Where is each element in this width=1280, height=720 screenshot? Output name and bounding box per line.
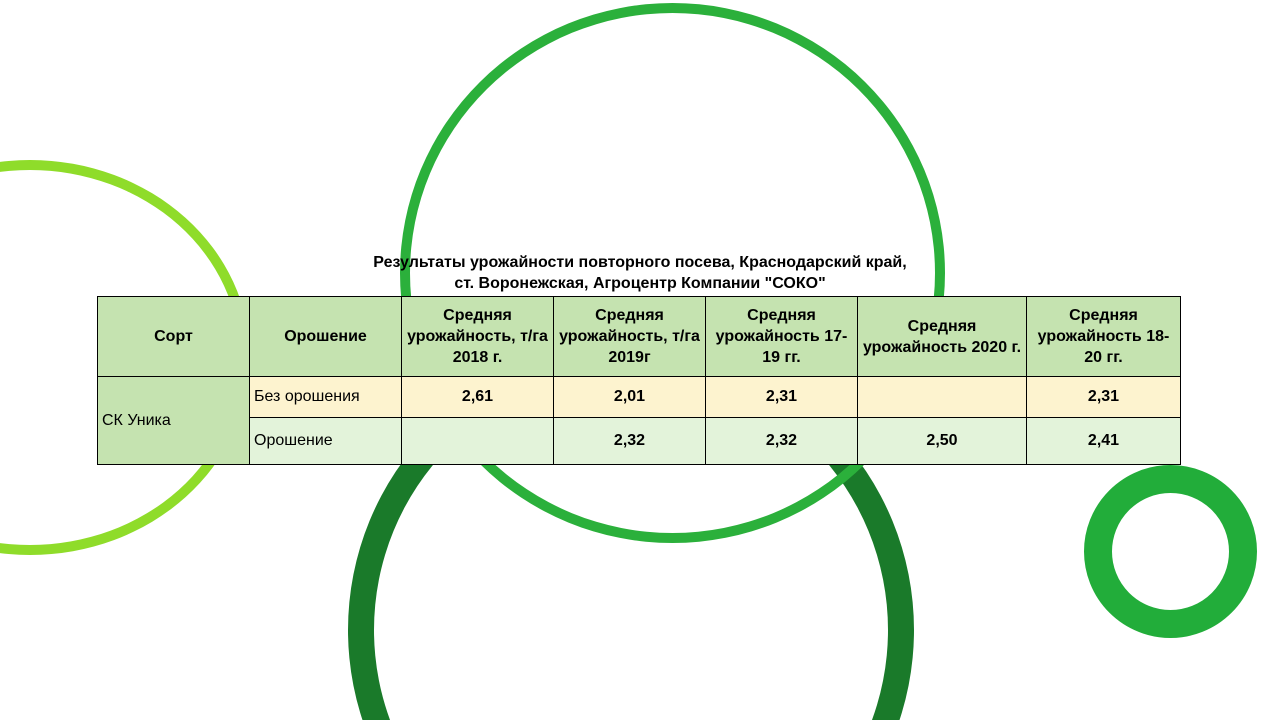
value-cell bbox=[402, 418, 554, 465]
header-variety: Сорт bbox=[98, 297, 250, 377]
irrigation-cell: Орошение bbox=[250, 418, 402, 465]
table-row bbox=[98, 418, 1181, 465]
table-header-row bbox=[98, 297, 1181, 377]
value-cell: 2,31 bbox=[706, 377, 858, 418]
header-yield-17-19: Средняя урожайность 17-19 гг. bbox=[706, 297, 858, 377]
value-cell: 2,50 bbox=[858, 418, 1027, 465]
variety-cell: СК Уника bbox=[98, 377, 250, 465]
value-cell: 2,31 bbox=[1027, 377, 1181, 418]
value-cell: 2,32 bbox=[554, 418, 706, 465]
irrigation-cell: Без орошения bbox=[250, 377, 402, 418]
yield-results-table bbox=[97, 296, 1181, 465]
title-line-1: Результаты урожайности повторного посева, Краснодарский край, bbox=[373, 254, 907, 271]
table-row bbox=[98, 377, 1181, 418]
value-cell bbox=[858, 377, 1027, 418]
header-irrigation: Орошение bbox=[250, 297, 402, 377]
header-yield-18-20: Средняя урожайность 18-20 гг. bbox=[1027, 297, 1181, 377]
decorative-ring-right bbox=[1084, 465, 1257, 638]
value-cell: 2,32 bbox=[706, 418, 858, 465]
header-yield-2019: Средняя урожайность, т/га 2019г bbox=[554, 297, 706, 377]
value-cell: 2,01 bbox=[554, 377, 706, 418]
title-line-2: ст. Воронежская, Агроцентр Компании "СОКО" bbox=[454, 275, 826, 292]
value-cell: 2,61 bbox=[402, 377, 554, 418]
header-yield-2018: Средняя урожайность, т/га 2018 г. bbox=[402, 297, 554, 377]
header-yield-2020: Средняя урожайность 2020 г. bbox=[858, 297, 1027, 377]
value-cell: 2,41 bbox=[1027, 418, 1181, 465]
slide-title bbox=[200, 252, 1080, 294]
